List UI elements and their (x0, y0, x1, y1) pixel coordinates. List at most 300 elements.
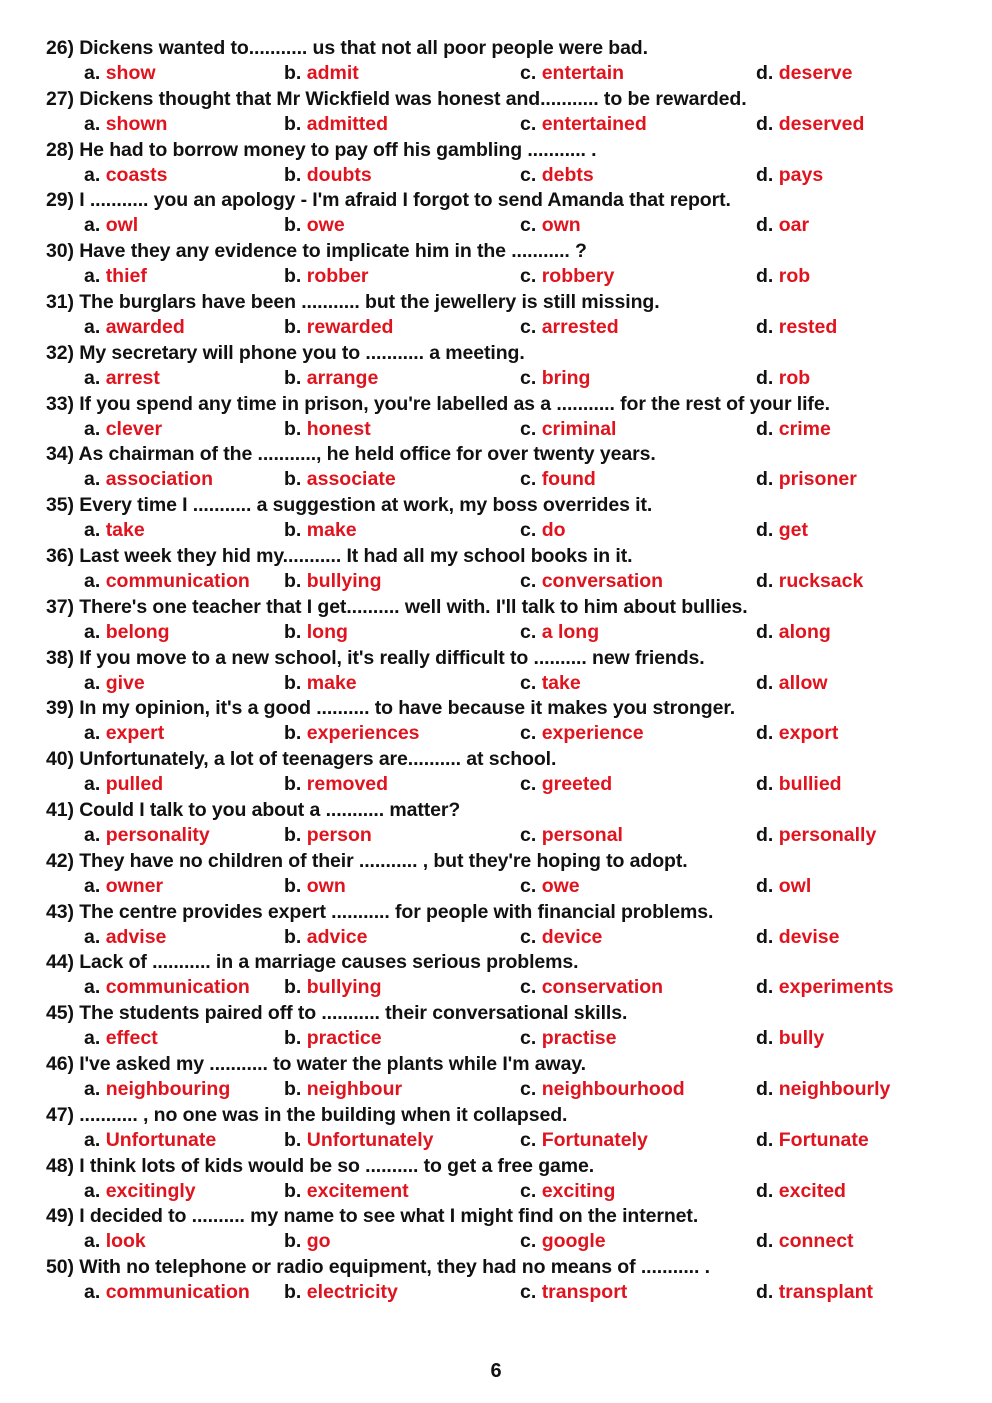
option-text: shown (105, 112, 168, 135)
option-text: greeted (541, 773, 613, 796)
option-letter: d. (756, 722, 774, 745)
option-text: electricity (306, 1281, 398, 1304)
option-letter: a. (84, 1281, 101, 1304)
option-letter: b. (284, 1179, 302, 1202)
answer-options (46, 1076, 946, 1102)
option-text: excited (778, 1179, 846, 1202)
option-text: removed (306, 773, 389, 796)
option-text: association (105, 468, 213, 491)
question-stem: 44) Lack of ........... in a marriage causes serious problems. (46, 951, 579, 974)
option-text: experience (541, 722, 644, 745)
option-a[interactable] (84, 720, 164, 746)
option-letter: d. (756, 163, 774, 186)
option-b[interactable] (284, 1279, 398, 1305)
option-text: go (306, 1230, 331, 1253)
answer-options (46, 619, 946, 645)
option-d[interactable] (756, 60, 853, 86)
option-d[interactable] (756, 111, 864, 137)
option-a[interactable] (84, 212, 138, 238)
option-text: owe (306, 214, 345, 237)
answer-options (46, 212, 946, 238)
option-c[interactable] (520, 1279, 627, 1305)
option-c[interactable] (520, 771, 612, 797)
option-letter: c. (520, 417, 537, 440)
option-text: make (306, 519, 357, 542)
option-letter: b. (284, 214, 302, 237)
question-stem: 39) In my opinion, it's a good .......... to have because it makes you stronger. (46, 697, 736, 720)
option-b[interactable] (284, 822, 372, 848)
option-b[interactable] (284, 1178, 409, 1204)
option-a[interactable] (84, 263, 147, 289)
option-letter: b. (284, 163, 302, 186)
option-text: practise (541, 1027, 617, 1050)
option-letter: b. (284, 1128, 302, 1151)
option-letter: d. (756, 1179, 774, 1202)
option-text: prisoner (778, 468, 857, 491)
option-letter: d. (756, 773, 774, 796)
option-a[interactable] (84, 1228, 146, 1254)
question-stem: 31) The burglars have been ........... but the jewellery is still missing. (46, 290, 660, 313)
option-text: admit (306, 62, 359, 84)
option-c[interactable] (520, 162, 594, 188)
option-letter: b. (284, 519, 302, 542)
option-text: export (778, 722, 839, 745)
answer-options (46, 670, 946, 696)
option-b[interactable] (284, 60, 359, 86)
option-text: neighbourhood (541, 1077, 685, 1100)
option-letter: a. (84, 112, 101, 135)
option-text: give (105, 671, 145, 694)
option-text: conservation (541, 976, 664, 999)
option-a[interactable] (84, 1127, 216, 1153)
option-d[interactable] (756, 568, 863, 594)
option-text: practice (306, 1027, 382, 1050)
option-text: pulled (105, 773, 164, 796)
option-b[interactable] (284, 974, 382, 1000)
option-d[interactable] (756, 822, 876, 848)
option-b[interactable] (284, 416, 371, 442)
option-b[interactable] (284, 1025, 382, 1051)
option-letter: c. (520, 620, 537, 643)
question-item (46, 696, 946, 747)
option-text: expert (105, 722, 165, 745)
question-item (46, 392, 946, 443)
option-letter: a. (84, 315, 101, 338)
option-letter: a. (84, 773, 101, 796)
option-text: Unfortunate (105, 1128, 217, 1151)
question-stem: 46) I've asked my ........... to water the plants while I'm away. (46, 1052, 586, 1075)
option-letter: b. (284, 976, 302, 999)
question-item (46, 1154, 946, 1205)
option-d[interactable] (756, 1025, 824, 1051)
option-letter: c. (520, 1077, 537, 1100)
page-number: 6 (490, 1360, 502, 1382)
option-c[interactable] (520, 974, 663, 1000)
option-text: rested (778, 315, 838, 338)
option-text: communication (105, 1281, 250, 1304)
option-letter: b. (284, 773, 302, 796)
option-text: advice (306, 925, 368, 948)
question-item (46, 1001, 946, 1052)
option-d[interactable] (756, 466, 857, 492)
answer-options (46, 314, 946, 340)
option-text: owl (105, 214, 139, 237)
option-b[interactable] (284, 670, 357, 696)
option-text: get (778, 519, 809, 542)
option-d[interactable] (756, 974, 894, 1000)
option-letter: b. (284, 366, 302, 389)
option-letter: b. (284, 823, 302, 846)
option-letter: b. (284, 671, 302, 694)
option-text: belong (105, 620, 170, 643)
option-letter: d. (756, 366, 774, 389)
option-letter: b. (284, 468, 302, 491)
option-text: do (541, 519, 566, 542)
option-c[interactable] (520, 212, 581, 238)
option-letter: d. (756, 874, 774, 897)
option-letter: c. (520, 519, 537, 542)
option-text: Unfortunately (306, 1128, 434, 1151)
option-text: admitted (306, 112, 389, 135)
answer-options (46, 1228, 946, 1254)
answer-options (46, 873, 946, 899)
question-stem: 26) Dickens wanted to........... us that not all poor people were bad. (46, 37, 648, 59)
option-letter: c. (520, 366, 537, 389)
option-a[interactable] (84, 162, 167, 188)
option-c[interactable] (520, 1127, 648, 1153)
option-letter: d. (756, 265, 774, 288)
option-b[interactable] (284, 720, 420, 746)
option-a[interactable] (84, 1178, 196, 1204)
answer-options (46, 771, 946, 797)
option-a[interactable] (84, 60, 156, 86)
option-c[interactable] (520, 619, 599, 645)
option-letter: b. (284, 265, 302, 288)
option-c[interactable] (520, 416, 616, 442)
option-text: owl (778, 874, 812, 897)
option-letter: a. (84, 620, 101, 643)
option-c[interactable] (520, 263, 614, 289)
option-letter: c. (520, 112, 537, 135)
option-text: oar (778, 214, 810, 237)
option-letter: d. (756, 1077, 774, 1100)
option-a[interactable] (84, 670, 145, 696)
option-d[interactable] (756, 1127, 869, 1153)
option-b[interactable] (284, 924, 367, 950)
option-text: experiments (778, 976, 894, 999)
option-letter: c. (520, 1128, 537, 1151)
option-c[interactable] (520, 111, 647, 137)
option-text: take (105, 519, 145, 542)
option-a[interactable] (84, 1076, 230, 1102)
option-c[interactable] (520, 517, 566, 543)
option-c[interactable] (520, 365, 590, 391)
option-d[interactable] (756, 365, 810, 391)
option-text: exciting (541, 1179, 616, 1202)
option-text: look (105, 1230, 146, 1253)
option-d[interactable] (756, 619, 831, 645)
option-c[interactable] (520, 568, 663, 594)
answer-options (46, 568, 946, 594)
option-b[interactable] (284, 619, 348, 645)
option-a[interactable] (84, 924, 166, 950)
option-a[interactable] (84, 974, 250, 1000)
option-d[interactable] (756, 1076, 890, 1102)
option-b[interactable] (284, 1127, 434, 1153)
option-text: entertained (541, 112, 647, 135)
option-b[interactable] (284, 1228, 331, 1254)
option-a[interactable] (84, 466, 213, 492)
option-letter: a. (84, 468, 101, 491)
option-letter: c. (520, 874, 537, 897)
option-text: excitingly (105, 1179, 196, 1202)
option-letter: d. (756, 519, 774, 542)
question-item (46, 1052, 946, 1103)
question-item (46, 747, 946, 798)
answer-options (46, 466, 946, 492)
option-text: personal (541, 823, 623, 846)
option-letter: d. (756, 976, 774, 999)
question-item (46, 646, 946, 697)
option-a[interactable] (84, 873, 163, 899)
option-b[interactable] (284, 365, 378, 391)
option-letter: c. (520, 722, 537, 745)
option-letter: b. (284, 1230, 302, 1253)
option-d[interactable] (756, 416, 831, 442)
answer-options (46, 1178, 946, 1204)
option-b[interactable] (284, 314, 393, 340)
option-letter: d. (756, 1027, 774, 1050)
option-letter: b. (284, 1281, 302, 1304)
option-d[interactable] (756, 670, 828, 696)
option-c[interactable] (520, 822, 623, 848)
answer-options (46, 60, 946, 86)
question-item (46, 1103, 946, 1154)
option-text: debts (541, 163, 594, 186)
option-text: deserved (778, 112, 865, 135)
option-c[interactable] (520, 1025, 616, 1051)
option-d[interactable] (756, 314, 837, 340)
option-text: rob (778, 366, 811, 389)
option-c[interactable] (520, 1178, 615, 1204)
option-d[interactable] (756, 1178, 846, 1204)
option-a[interactable] (84, 822, 210, 848)
option-text: deserve (778, 62, 853, 84)
option-d[interactable] (756, 162, 823, 188)
option-d[interactable] (756, 263, 810, 289)
option-text: bullying (306, 569, 382, 592)
question-item (46, 798, 946, 849)
option-text: effect (105, 1027, 158, 1050)
option-text: found (541, 468, 596, 491)
option-letter: a. (84, 1179, 101, 1202)
option-c[interactable] (520, 924, 602, 950)
option-text: neighbouring (105, 1077, 231, 1100)
option-letter: b. (284, 315, 302, 338)
option-text: communication (105, 976, 250, 999)
option-letter: d. (756, 925, 774, 948)
question-stem: 37) There's one teacher that I get.......... well with. I'll talk to him about bullies. (46, 595, 748, 618)
option-text: transplant (778, 1281, 874, 1304)
option-a[interactable] (84, 619, 170, 645)
option-letter: b. (284, 874, 302, 897)
question-list (46, 36, 946, 1306)
option-letter: a. (84, 366, 101, 389)
option-d[interactable] (756, 1228, 854, 1254)
option-text: owner (105, 874, 164, 897)
option-letter: d. (756, 1281, 774, 1304)
option-b[interactable] (284, 212, 345, 238)
option-b[interactable] (284, 1076, 402, 1102)
option-text: rob (778, 265, 811, 288)
option-letter: c. (520, 823, 537, 846)
option-letter: b. (284, 722, 302, 745)
option-letter: a. (84, 671, 101, 694)
option-a[interactable] (84, 365, 160, 391)
option-text: owe (541, 874, 580, 897)
option-text: own (306, 874, 346, 897)
option-letter: c. (520, 671, 537, 694)
option-b[interactable] (284, 162, 372, 188)
option-text: advise (105, 925, 167, 948)
option-letter: a. (84, 722, 101, 745)
option-letter: c. (520, 214, 537, 237)
option-text: coasts (105, 163, 168, 186)
option-d[interactable] (756, 212, 809, 238)
question-stem: 32) My secretary will phone you to ........... a meeting. (46, 341, 525, 364)
option-b[interactable] (284, 771, 388, 797)
question-item (46, 849, 946, 900)
question-item (46, 900, 946, 951)
option-b[interactable] (284, 568, 382, 594)
option-text: connect (778, 1230, 854, 1253)
option-a[interactable] (84, 1025, 158, 1051)
answer-options (46, 822, 946, 848)
option-letter: a. (84, 874, 101, 897)
option-text: conversation (541, 569, 664, 592)
option-text: Fortunately (541, 1128, 648, 1151)
option-b[interactable] (284, 873, 346, 899)
option-text: allow (778, 671, 828, 694)
option-c[interactable] (520, 60, 624, 86)
option-letter: b. (284, 112, 302, 135)
question-stem: 48) I think lots of kids would be so .......... to get a free game. (46, 1154, 595, 1177)
option-b[interactable] (284, 517, 357, 543)
option-letter: c. (520, 468, 537, 491)
option-b[interactable] (284, 263, 369, 289)
option-letter: c. (520, 1179, 537, 1202)
option-c[interactable] (520, 670, 581, 696)
option-a[interactable] (84, 517, 145, 543)
option-letter: d. (756, 671, 774, 694)
option-c[interactable] (520, 466, 596, 492)
question-stem: 34) As chairman of the ..........., he held office for over twenty years. (46, 443, 656, 466)
question-stem: 42) They have no children of their ........... , but they're hoping to adopt. (46, 849, 688, 872)
option-text: excitement (306, 1179, 409, 1202)
option-letter: a. (84, 163, 101, 186)
option-c[interactable] (520, 314, 619, 340)
option-c[interactable] (520, 873, 580, 899)
option-text: robbery (541, 265, 615, 288)
option-letter: d. (756, 214, 774, 237)
option-d[interactable] (756, 517, 808, 543)
option-d[interactable] (756, 771, 842, 797)
option-a[interactable] (84, 568, 250, 594)
option-text: experiences (306, 722, 420, 745)
option-b[interactable] (284, 466, 396, 492)
answer-options (46, 1127, 946, 1153)
option-letter: c. (520, 976, 537, 999)
question-item (46, 87, 946, 138)
question-stem: 41) Could I talk to you about a ........... matter? (46, 798, 461, 821)
option-a[interactable] (84, 314, 185, 340)
option-text: a long (541, 620, 600, 643)
question-stem: 43) The centre provides expert ........... for people with financial problems. (46, 900, 714, 923)
option-a[interactable] (84, 111, 167, 137)
option-d[interactable] (756, 924, 839, 950)
option-text: rewarded (306, 315, 394, 338)
answer-options (46, 974, 946, 1000)
option-text: criminal (541, 417, 617, 440)
option-c[interactable] (520, 1076, 685, 1102)
option-letter: b. (284, 925, 302, 948)
option-letter: c. (520, 265, 537, 288)
option-a[interactable] (84, 771, 163, 797)
option-d[interactable] (756, 720, 838, 746)
answer-options (46, 720, 946, 746)
option-letter: d. (756, 417, 774, 440)
option-text: bully (778, 1027, 825, 1050)
option-letter: a. (84, 214, 101, 237)
answer-options (46, 924, 946, 950)
option-a[interactable] (84, 416, 162, 442)
option-letter: a. (84, 1077, 101, 1100)
option-a[interactable] (84, 1279, 250, 1305)
question-item (46, 341, 946, 392)
question-stem: 28) He had to borrow money to pay off his gambling ........... . (46, 138, 597, 161)
option-letter: a. (84, 925, 101, 948)
option-letter: d. (756, 823, 774, 846)
answer-options (46, 517, 946, 543)
option-d[interactable] (756, 873, 811, 899)
option-c[interactable] (520, 1228, 606, 1254)
question-stem: 27) Dickens thought that Mr Wickfield was honest and........... to be rewarded. (46, 87, 747, 110)
option-c[interactable] (520, 720, 644, 746)
option-letter: d. (756, 620, 774, 643)
option-letter: d. (756, 1128, 774, 1151)
question-item (46, 290, 946, 341)
option-letter: a. (84, 1027, 101, 1050)
option-text: crime (778, 417, 831, 440)
option-text: bullying (306, 976, 382, 999)
option-text: personality (105, 823, 210, 846)
option-letter: c. (520, 163, 537, 186)
question-stem: 45) The students paired off to ........... their conversational skills. (46, 1002, 628, 1025)
question-stem: 33) If you spend any time in prison, you're labelled as a ........... for the rest of your life. (46, 392, 830, 415)
question-item (46, 442, 946, 493)
option-text: clever (105, 417, 163, 440)
option-letter: d. (756, 1230, 774, 1253)
option-d[interactable] (756, 1279, 873, 1305)
question-stem: 49) I decided to .......... my name to see what I might find on the internet. (46, 1205, 699, 1228)
question-item (46, 950, 946, 1001)
option-letter: a. (84, 62, 101, 84)
answer-options (46, 263, 946, 289)
option-b[interactable] (284, 111, 388, 137)
option-letter: b. (284, 1027, 302, 1050)
option-text: awarded (105, 315, 185, 338)
option-letter: c. (520, 315, 537, 338)
